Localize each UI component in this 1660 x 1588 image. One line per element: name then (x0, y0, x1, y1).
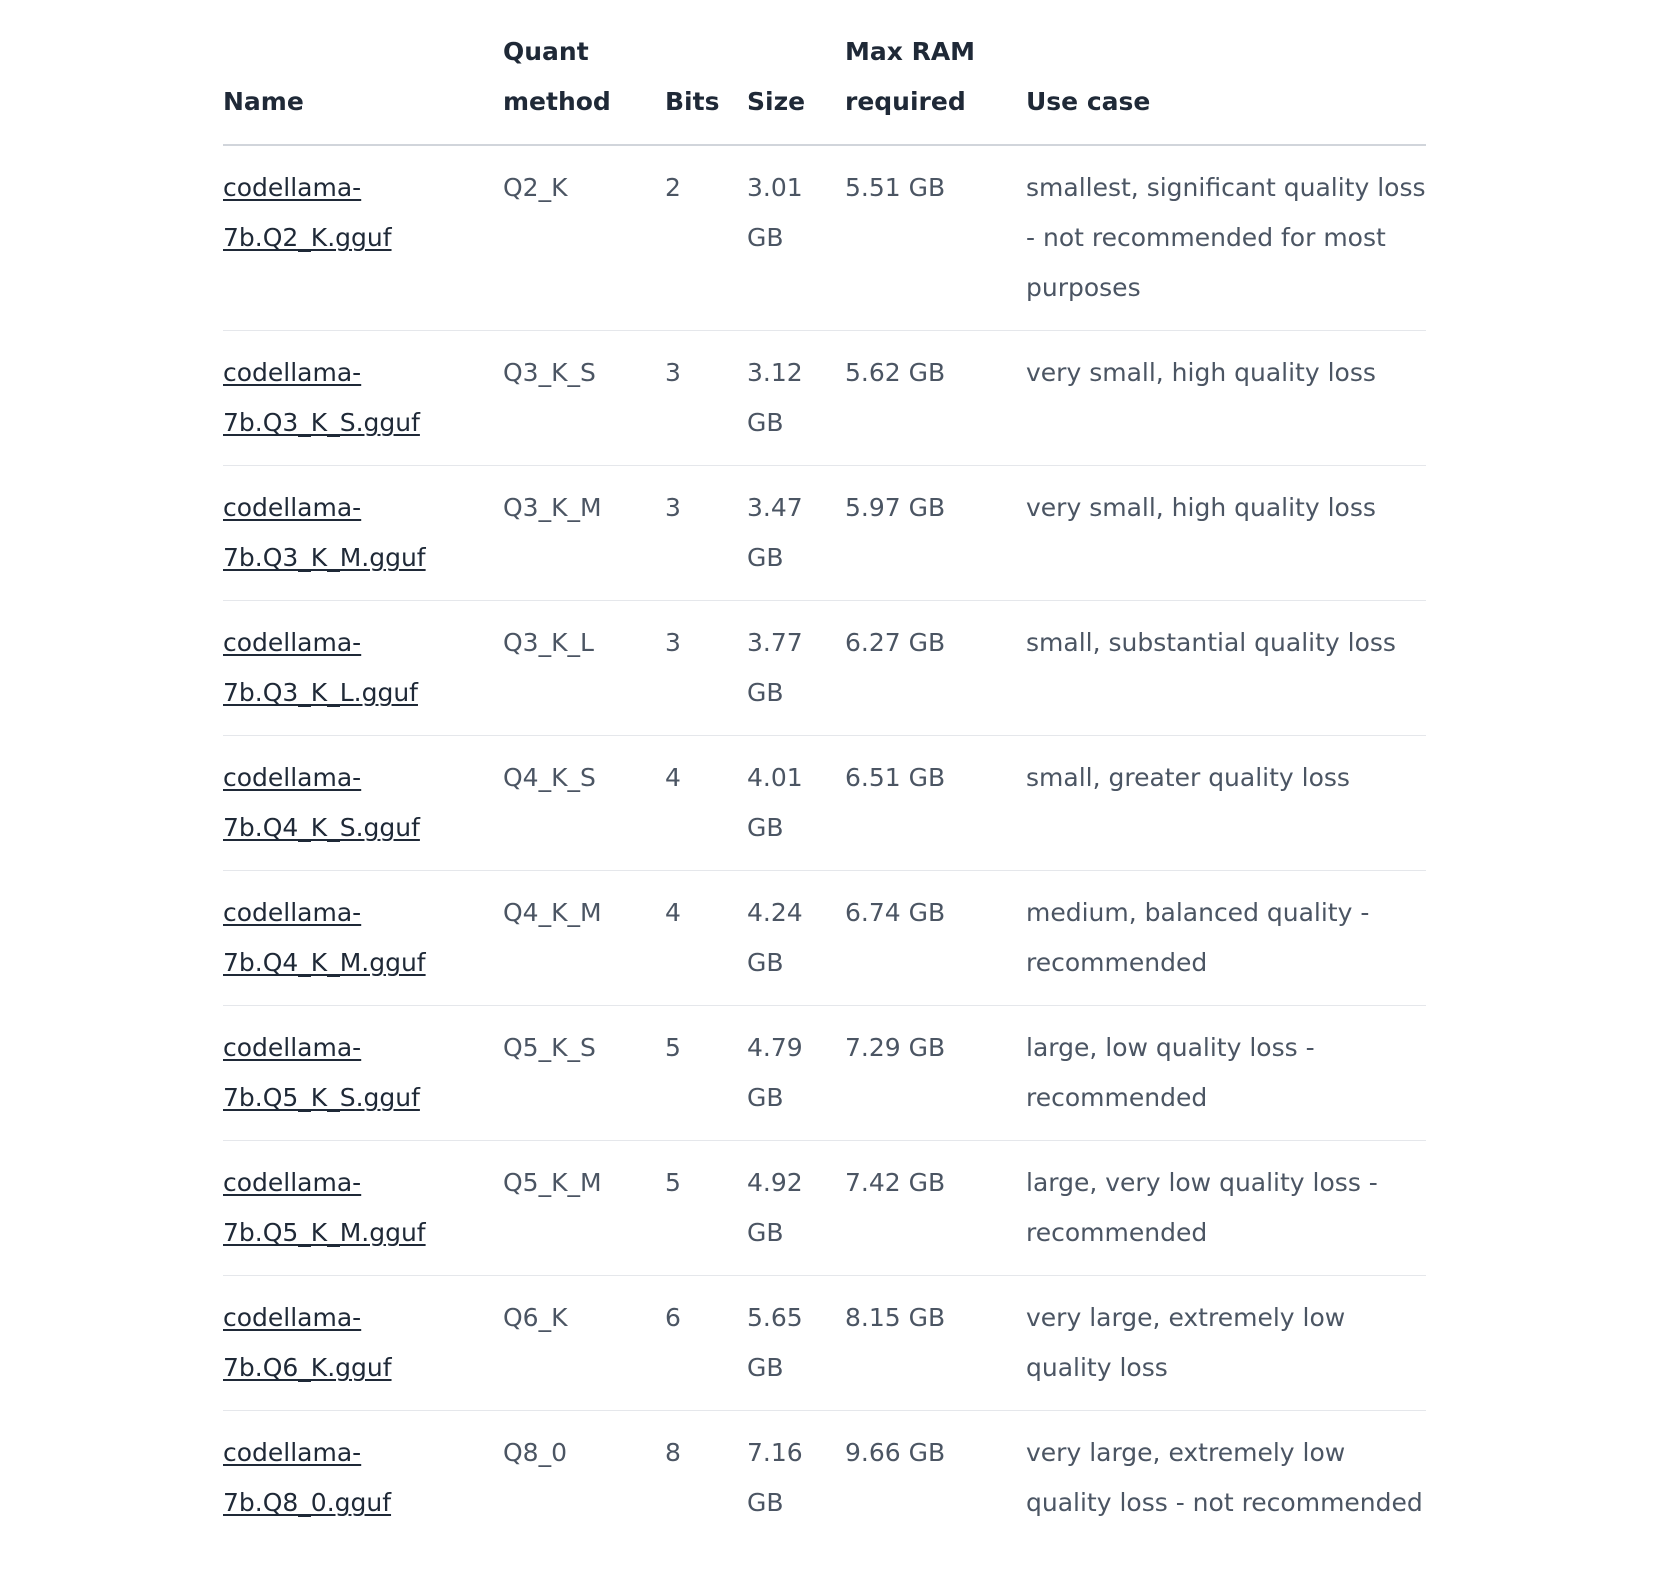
max-ram-value: 6.27 GB (845, 628, 946, 657)
size-value: 3.47 (747, 493, 803, 522)
cell-size (747, 1141, 845, 1276)
cell-bits (665, 1006, 747, 1141)
table-row (223, 145, 1426, 331)
bits-value: 4 (665, 763, 681, 792)
cell-quant-method (503, 1411, 665, 1546)
max-ram-value: 6.74 GB (845, 898, 946, 927)
cell-max-ram (845, 736, 1026, 871)
header-use-case-label: Use case (1026, 87, 1151, 116)
size-unit: GB (747, 948, 784, 977)
quant-method-value: Q4_K_S (503, 763, 596, 792)
table-body (223, 145, 1426, 1545)
header-bits (665, 20, 747, 145)
file-name-line1[interactable]: codellama- (223, 898, 362, 927)
size-unit: GB (747, 1488, 784, 1517)
file-name-line2[interactable]: 7b.Q3_K_S.gguf (223, 408, 420, 437)
cell-quant-method (503, 871, 665, 1006)
max-ram-value: 5.97 GB (845, 493, 946, 522)
cell-size (747, 736, 845, 871)
header-quant-method (503, 20, 665, 145)
cell-quant-method (503, 466, 665, 601)
use-case-text: very large, extremely low quality loss (1026, 1303, 1346, 1382)
cell-use-case (1026, 145, 1426, 331)
size-unit: GB (747, 1353, 784, 1382)
bits-value: 8 (665, 1438, 681, 1467)
table-row (223, 871, 1426, 1006)
file-name-line1[interactable]: codellama- (223, 1168, 362, 1197)
cell-use-case (1026, 331, 1426, 466)
header-row (223, 20, 1426, 145)
cell-bits (665, 1411, 747, 1546)
size-value: 4.79 (747, 1033, 803, 1062)
cell-size (747, 1006, 845, 1141)
size-value: 3.12 (747, 358, 803, 387)
header-size (747, 20, 845, 145)
cell-max-ram (845, 331, 1026, 466)
file-download-link[interactable] (223, 1158, 503, 1258)
bits-value: 3 (665, 493, 681, 522)
header-name-label: Name (223, 87, 304, 116)
cell-max-ram (845, 1141, 1026, 1276)
bits-value: 4 (665, 898, 681, 927)
cell-name (223, 331, 503, 466)
cell-use-case (1026, 1411, 1426, 1546)
max-ram-value: 9.66 GB (845, 1438, 946, 1467)
cell-bits (665, 601, 747, 736)
bits-value: 5 (665, 1168, 681, 1197)
cell-size (747, 1411, 845, 1546)
cell-quant-method (503, 331, 665, 466)
table-row (223, 1141, 1426, 1276)
table-row (223, 1006, 1426, 1141)
size-unit: GB (747, 1218, 784, 1247)
bits-value: 3 (665, 358, 681, 387)
cell-bits (665, 145, 747, 331)
quant-method-value: Q3_K_M (503, 493, 602, 522)
file-name-line2[interactable]: 7b.Q5_K_M.gguf (223, 1218, 426, 1247)
quant-method-value: Q6_K (503, 1303, 568, 1332)
file-name-line1[interactable]: codellama- (223, 358, 362, 387)
size-unit: GB (747, 408, 784, 437)
cell-name (223, 1276, 503, 1411)
bits-value: 6 (665, 1303, 681, 1332)
quant-method-value: Q8_0 (503, 1438, 567, 1467)
use-case-text: very small, high quality loss (1026, 493, 1376, 522)
table-row (223, 736, 1426, 871)
file-name-line1[interactable]: codellama- (223, 173, 362, 202)
file-name-line2[interactable]: 7b.Q6_K.gguf (223, 1353, 392, 1382)
header-quant-line1: Quant (503, 37, 589, 66)
file-name-line2[interactable]: 7b.Q3_K_M.gguf (223, 543, 426, 572)
file-download-link[interactable] (223, 1428, 503, 1528)
file-name-line2[interactable]: 7b.Q4_K_S.gguf (223, 813, 420, 842)
table-header (223, 20, 1426, 145)
use-case-text: large, very low quality loss - recommended (1026, 1168, 1378, 1247)
size-value: 7.16 (747, 1438, 803, 1467)
size-value: 4.92 (747, 1168, 803, 1197)
file-download-link[interactable] (223, 483, 503, 583)
max-ram-value: 5.51 GB (845, 173, 946, 202)
cell-max-ram (845, 466, 1026, 601)
cell-name (223, 145, 503, 331)
cell-bits (665, 331, 747, 466)
quant-method-value: Q5_K_M (503, 1168, 602, 1197)
cell-quant-method (503, 1276, 665, 1411)
file-download-link[interactable] (223, 888, 503, 988)
max-ram-value: 7.42 GB (845, 1168, 946, 1197)
size-unit: GB (747, 678, 784, 707)
quant-method-value: Q4_K_M (503, 898, 602, 927)
header-use-case (1026, 20, 1426, 145)
header-size-label: Size (747, 87, 806, 116)
cell-quant-method (503, 736, 665, 871)
cell-quant-method (503, 1006, 665, 1141)
cell-max-ram (845, 1276, 1026, 1411)
quant-method-value: Q3_K_L (503, 628, 594, 657)
size-value: 3.77 (747, 628, 803, 657)
cell-size (747, 331, 845, 466)
cell-quant-method (503, 145, 665, 331)
size-unit: GB (747, 1083, 784, 1112)
cell-max-ram (845, 1411, 1026, 1546)
max-ram-value: 7.29 GB (845, 1033, 946, 1062)
file-name-line1[interactable]: codellama- (223, 1033, 362, 1062)
model-files-table (223, 20, 1426, 1545)
quant-method-value: Q2_K (503, 173, 568, 202)
cell-max-ram (845, 601, 1026, 736)
cell-use-case (1026, 1141, 1426, 1276)
use-case-text: medium, balanced quality - recommended (1026, 898, 1370, 977)
file-name-line1[interactable]: codellama- (223, 1438, 362, 1467)
use-case-text: small, substantial quality loss (1026, 628, 1396, 657)
quant-method-value: Q5_K_S (503, 1033, 596, 1062)
use-case-text: very small, high quality loss (1026, 358, 1376, 387)
use-case-text: smallest, significant quality loss - not recommended for most purposes (1026, 173, 1426, 302)
table-row (223, 331, 1426, 466)
file-name-line2[interactable]: 7b.Q5_K_S.gguf (223, 1083, 420, 1112)
cell-use-case (1026, 1276, 1426, 1411)
cell-name (223, 1141, 503, 1276)
cell-use-case (1026, 736, 1426, 871)
cell-name (223, 466, 503, 601)
cell-bits (665, 736, 747, 871)
bits-value: 2 (665, 173, 681, 202)
bits-value: 3 (665, 628, 681, 657)
file-download-link[interactable] (223, 163, 503, 263)
quant-method-value: Q3_K_S (503, 358, 596, 387)
use-case-text: very large, extremely low quality loss - not recommended (1026, 1438, 1423, 1517)
table-row (223, 601, 1426, 736)
use-case-text: small, greater quality loss (1026, 763, 1350, 792)
max-ram-value: 5.62 GB (845, 358, 946, 387)
file-name-line2[interactable]: 7b.Q4_K_M.gguf (223, 948, 426, 977)
size-unit: GB (747, 813, 784, 842)
table-row (223, 466, 1426, 601)
file-download-link[interactable] (223, 753, 503, 853)
cell-use-case (1026, 601, 1426, 736)
max-ram-value: 6.51 GB (845, 763, 946, 792)
cell-max-ram (845, 871, 1026, 1006)
model-files-table-container (223, 20, 1426, 1545)
file-name-line2[interactable]: 7b.Q8_0.gguf (223, 1488, 392, 1517)
cell-max-ram (845, 1006, 1026, 1141)
cell-quant-method (503, 601, 665, 736)
cell-name (223, 871, 503, 1006)
cell-bits (665, 1276, 747, 1411)
size-value: 3.01 (747, 173, 803, 202)
cell-quant-method (503, 1141, 665, 1276)
cell-name (223, 1411, 503, 1546)
header-bits-label: Bits (665, 87, 720, 116)
bits-value: 5 (665, 1033, 681, 1062)
file-download-link[interactable] (223, 1023, 503, 1123)
cell-size (747, 466, 845, 601)
header-ram-line1: Max RAM (845, 37, 976, 66)
cell-name (223, 601, 503, 736)
cell-bits (665, 466, 747, 601)
cell-name (223, 1006, 503, 1141)
size-unit: GB (747, 543, 784, 572)
file-name-line1[interactable]: codellama- (223, 493, 362, 522)
cell-use-case (1026, 871, 1426, 1006)
header-name (223, 20, 503, 145)
cell-bits (665, 1141, 747, 1276)
cell-max-ram (845, 145, 1026, 331)
file-name-line1[interactable]: codellama- (223, 763, 362, 792)
max-ram-value: 8.15 GB (845, 1303, 946, 1332)
size-value: 4.01 (747, 763, 803, 792)
size-value: 4.24 (747, 898, 803, 927)
cell-name (223, 736, 503, 871)
use-case-text: large, low quality loss - recommended (1026, 1033, 1315, 1112)
file-download-link[interactable] (223, 1293, 503, 1393)
cell-use-case (1026, 1006, 1426, 1141)
cell-bits (665, 871, 747, 1006)
header-quant-line2: method (503, 87, 611, 116)
cell-size (747, 871, 845, 1006)
size-unit: GB (747, 223, 784, 252)
size-value: 5.65 (747, 1303, 803, 1332)
cell-size (747, 1276, 845, 1411)
file-name-line2[interactable]: 7b.Q2_K.gguf (223, 223, 392, 252)
table-row (223, 1411, 1426, 1546)
file-name-line2[interactable]: 7b.Q3_K_L.gguf (223, 678, 418, 707)
file-download-link[interactable] (223, 618, 503, 718)
header-ram-line2: required (845, 87, 966, 116)
header-max-ram (845, 20, 1026, 145)
file-download-link[interactable] (223, 348, 503, 448)
cell-size (747, 145, 845, 331)
cell-use-case (1026, 466, 1426, 601)
cell-size (747, 601, 845, 736)
file-name-line1[interactable]: codellama- (223, 628, 362, 657)
file-name-line1[interactable]: codellama- (223, 1303, 362, 1332)
table-row (223, 1276, 1426, 1411)
